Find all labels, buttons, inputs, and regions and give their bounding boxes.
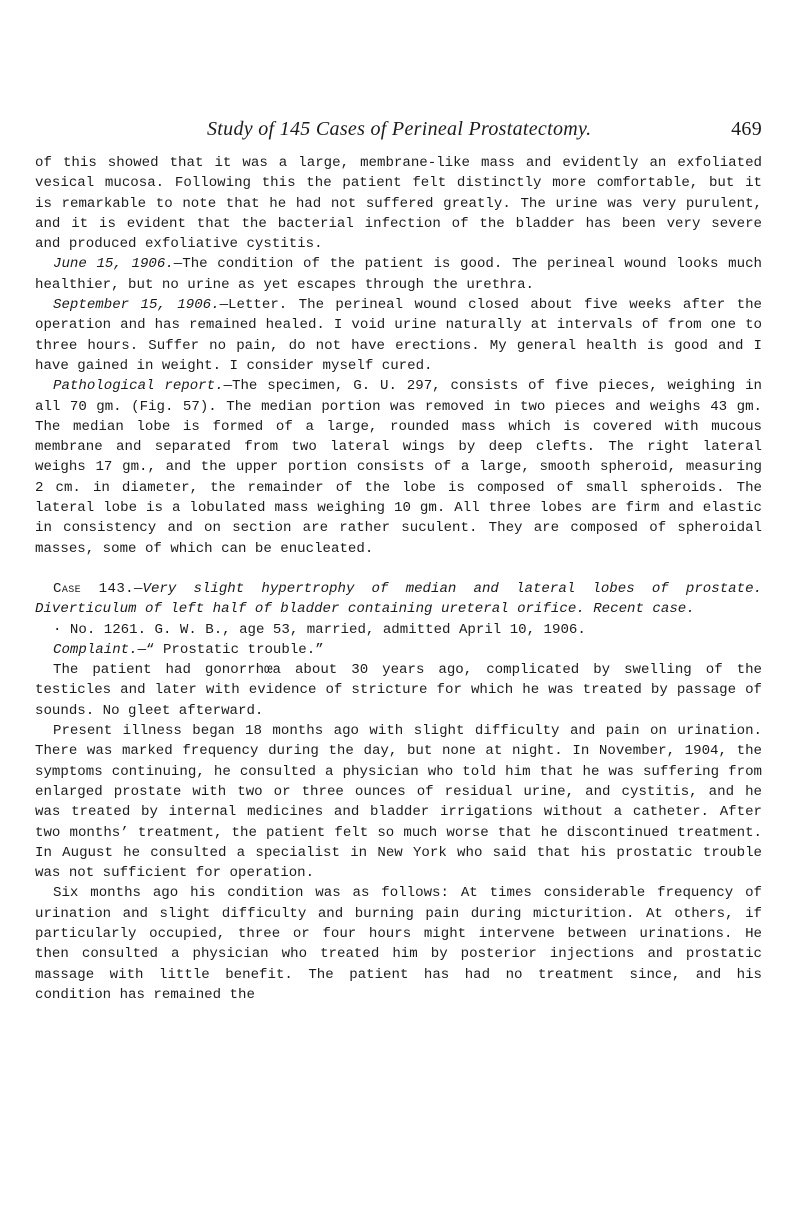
entry-date: September 15, 1906. [53, 297, 220, 314]
paragraph-admission: · No. 1261. G. W. B., age 53, married, admitted April 10, 1906. [53, 621, 586, 638]
case-label: Case 143. [53, 580, 135, 597]
paragraph-pathological-report [35, 376, 762, 559]
paragraph-complaint [35, 640, 762, 660]
paragraph-september-entry [35, 295, 762, 376]
entry-text: —Letter. The perineal wound closed about five weeks after the operation and has remained healed. I void urine naturally at intervals of from one to three hours. Suffer no pain, do not have erections. My general health is good and I have gained in weight. I consider myself cured. [35, 297, 762, 374]
complaint-text: —“ Prostatic trouble.” [137, 641, 324, 658]
running-head-title: Study of 145 Cases of Perineal Prostatectomy. [207, 118, 592, 140]
report-label: Pathological report. [53, 378, 224, 395]
paragraph-history: The patient had gonorrhœa about 30 years ago, complicated by swelling of the testicles and later with evidence of stricture for which he was treated by passage of sounds. No gleet afterward. [35, 662, 762, 719]
paragraph-continuation: of this showed that it was a large, membrane-like mass and evidently an exfoliated vesical mucosa. Following this the patient felt distinctly more comfortable, but it is remarkable to note that he had not suffered greatly. The urine was very purulent, and it is evident that the bacterial infection of the bladder has been very severe and produced exfoliative cystitis. [35, 155, 762, 253]
report-text: —The specimen, G. U. 297, consists of five pieces, weighing in all 70 gm. (Fig. 57). The median portion was removed in two pieces and weighs 43 gm. The median lobe is formed of a large, rounded mass which is covered with mucous membrane and separated from two lateral wings by deep clefts. The right lateral weighs 17 gm., and the upper portion consists of a large, smooth spheroid, measuring 2 cm. in diameter, the remainder of the lobe is composed of small spheroids. The lateral lobe is a lobulated mass weighing 10 gm. All three lobes are firm and elastic in consistency and on section are rather suculent. They are composed of spheroidal masses, some of which can be enucleated. [35, 378, 762, 557]
page-number: 469 [731, 118, 762, 140]
case-title: —Very slight hypertrophy of median and lateral lobes of prostate. Diverticulum of left half of bladder containing ureteral orifice. Recent case. [35, 580, 762, 618]
paragraph-six-months: Six months ago his condition was as follows: At times considerable frequency of urination and slight difficulty and burning pain during micturition. At others, if particularly occupied, three or four hours might intervene between urinations. He then consulted a physician who treated him by posterior injections and prostatic massage with little benefit. The patient has had no treatment since, and his condition has remained the [35, 885, 762, 1003]
paragraph-june-entry [35, 254, 762, 295]
running-head [207, 118, 762, 144]
entry-text: —The condition of the patient is good. The perineal wound looks much healthier, but no urine as yet escapes through the urethra. [35, 256, 762, 293]
entry-date: June 15, 1906. [53, 256, 174, 273]
complaint-label: Complaint. [53, 641, 138, 658]
book-page [35, 0, 762, 1221]
case-heading [35, 579, 762, 620]
paragraph-present-illness: Present illness began 18 months ago with slight difficulty and pain on urination. There was marked frequency during the day, but none at night. In November, 1904, the symptoms continuing, he consulted a physician who told him that he was suffering from enlarged prostate with two or three ounces of residual urine, and cystitis, and he was treated by internal medicines and bladder irrigations without a catheter. After two months’ treatment, the patient felt so much worse that he discontinued treatment. In August he consulted a specialist in New York who said that his prostatic trouble was not sufficient for operation. [35, 723, 762, 882]
body-text [35, 153, 762, 1005]
